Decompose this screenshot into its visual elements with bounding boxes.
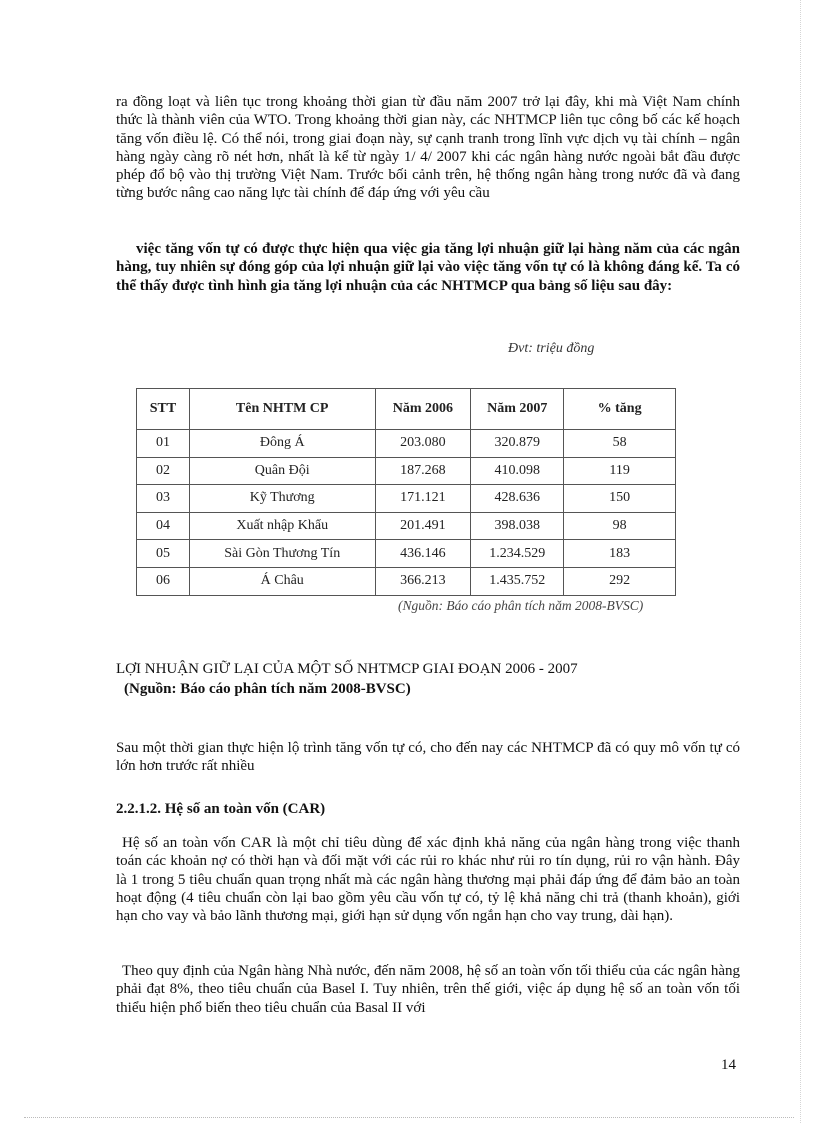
cell-stt: 04 bbox=[137, 512, 190, 540]
paragraph-intro: ra đồng loạt và liên tục trong khoảng thời gian từ đầu năm 2007 trở lại đây, khi mà Việt Nam chính thức là thành viên của WTO. Trong khoảng thời gian này, các NHTMCP liên tục công bố các kế hoạch tăng vốn điều lệ. Có thể nói, trong giai đoạn này, sự cạnh tranh trong lĩnh vực dịch vụ tài chính – ngân hàng ngày càng rõ nét hơn, nhất là kể từ ngày 1/ 4/ 2007 khi các ngân hàng nước ngoài bắt đầu được phép đổ bộ vào thị trường Việt Nam. Trước bối cảnh trên, hệ thống ngân hàng trong nước đã và đang từng bước nâng cao năng lực tài chính để đáp ứng với yêu cầu bbox=[116, 94, 740, 202]
cell-stt: 01 bbox=[137, 430, 190, 458]
cell-year-2007: 320.879 bbox=[471, 430, 564, 458]
cell-stt: 06 bbox=[137, 567, 190, 595]
table-header-row bbox=[137, 389, 676, 430]
cell-year-2006: 436.146 bbox=[375, 540, 471, 568]
paragraph-retained-profit: việc tăng vốn tự có được thực hiện qua việc gia tăng lợi nhuận giữ lại hàng năm của các ngân hàng, tuy nhiên sự đóng góp của lợi nhuận giữ lại vào việc tăng vốn tự có là không đáng kể. Ta có thể thấy được tình hình gia tăng lợi nhuận của các NHTMCP qua bảng số liệu sau đây: bbox=[116, 241, 740, 294]
cell-stt: 05 bbox=[137, 540, 190, 568]
table-row bbox=[137, 457, 676, 485]
paragraph-capital-scale: Sau một thời gian thực hiện lộ trình tăng vốn tự có, cho đến nay các NHTMCP đã có quy mô vốn tự có lớn hơn trước rất nhiều bbox=[116, 740, 740, 775]
table-source-note: (Nguồn: Báo cáo phân tích năm 2008-BVSC) bbox=[398, 598, 644, 613]
cell-year-2006: 203.080 bbox=[375, 430, 471, 458]
cell-year-2007: 1.234.529 bbox=[471, 540, 564, 568]
cell-year-2006: 366.213 bbox=[375, 567, 471, 595]
cell-percent: 58 bbox=[564, 430, 676, 458]
header-stt: STT bbox=[137, 389, 190, 430]
cell-bank-name: Á Châu bbox=[189, 567, 375, 595]
paragraph-car-definition: Hệ số an toàn vốn CAR là một chỉ tiêu dùng để xác định khả năng của ngân hàng trong việc thanh toán các khoản nợ có thời hạn và đối mặt với các rủi ro khác như rủi ro tín dụng, rủi ro vận hành. Đây là 1 trong 5 tiêu chuẩn quan trọng nhất mà các ngân hàng thương mại phải đáp ứng để đảm bảo an toàn hoạt động (4 tiêu chuẩn còn lại bao gồm yêu cầu vốn tự có, tỷ lệ khả năng chi trả (thanh khoản), giới hạn cho vay và bảo lãnh thương mại, giới hạn sử dụng vốn ngắn hạn cho vay trung, dài hạn). bbox=[116, 835, 740, 925]
header-bank-name: Tên NHTM CP bbox=[189, 389, 375, 430]
cell-percent: 292 bbox=[564, 567, 676, 595]
cell-bank-name: Đông Á bbox=[189, 430, 375, 458]
cell-year-2007: 428.636 bbox=[471, 485, 564, 513]
table-caption: LỢI NHUẬN GIỮ LẠI CỦA MỘT SỐ NHTMCP GIAI ĐOẠN 2006 - 2007 bbox=[116, 661, 578, 677]
cell-year-2007: 1.435.752 bbox=[471, 567, 564, 595]
cell-percent: 98 bbox=[564, 512, 676, 540]
cell-percent: 150 bbox=[564, 485, 676, 513]
cell-percent: 119 bbox=[564, 457, 676, 485]
page-number: 14 bbox=[721, 1057, 736, 1073]
cell-bank-name: Kỹ Thương bbox=[189, 485, 375, 513]
cell-year-2007: 410.098 bbox=[471, 457, 564, 485]
retained-profit-table bbox=[136, 388, 676, 596]
header-year-2006: Năm 2006 bbox=[375, 389, 471, 430]
cell-bank-name: Xuất nhập Khẩu bbox=[189, 512, 375, 540]
cell-stt: 02 bbox=[137, 457, 190, 485]
table-row bbox=[137, 512, 676, 540]
table-row bbox=[137, 567, 676, 595]
header-percent-increase: % tăng bbox=[564, 389, 676, 430]
table-row bbox=[137, 430, 676, 458]
caption-source: (Nguồn: Báo cáo phân tích năm 2008-BVSC) bbox=[124, 681, 411, 697]
cell-year-2006: 171.121 bbox=[375, 485, 471, 513]
cell-bank-name: Quân Đội bbox=[189, 457, 375, 485]
cell-year-2007: 398.038 bbox=[471, 512, 564, 540]
paragraph-car-regulation: Theo quy định của Ngân hàng Nhà nước, đến năm 2008, hệ số an toàn vốn tối thiểu của các ngân hàng phải đạt 8%, theo tiêu chuẩn của Basel I. Tuy nhiên, trên thế giới, việc áp dụng hệ số an toàn vốn tối thiểu hiện phổ biến theo tiêu chuẩn của Basal II với bbox=[116, 963, 740, 1016]
cell-year-2006: 201.491 bbox=[375, 512, 471, 540]
page-right-border bbox=[800, 0, 801, 1123]
header-year-2007: Năm 2007 bbox=[471, 389, 564, 430]
table-row bbox=[137, 540, 676, 568]
section-heading: 2.2.1.2. Hệ số an toàn vốn (CAR) bbox=[116, 801, 326, 817]
cell-stt: 03 bbox=[137, 485, 190, 513]
table-row bbox=[137, 485, 676, 513]
cell-percent: 183 bbox=[564, 540, 676, 568]
page-bottom-border bbox=[24, 1117, 794, 1118]
cell-bank-name: Sài Gòn Thương Tín bbox=[189, 540, 375, 568]
unit-note: Đvt: triệu đồng bbox=[508, 341, 595, 356]
cell-year-2006: 187.268 bbox=[375, 457, 471, 485]
